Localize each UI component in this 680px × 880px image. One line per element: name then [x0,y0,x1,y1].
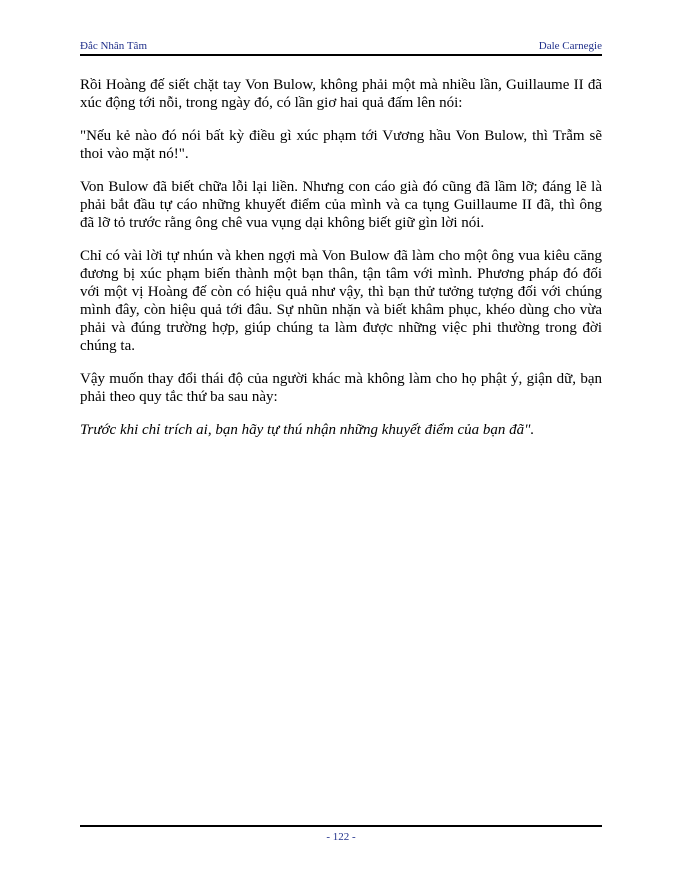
page-header [80,39,602,56]
paragraph: Rồi Hoàng đế siết chặt tay Von Bulow, không phải một mà nhiều lần, Guillaume II đã xúc động tới nỗi, trong ngày đó, có lần giơ hai quả đấm lên nói: [80,77,602,111]
paragraph-quote: "Nếu kẻ nào đó nói bất kỳ điều gì xúc phạm tới Vương hầu Von Bulow, thì Trẫm sẽ thoi vào mặt nó!". [80,128,602,162]
paragraph: Chỉ có vài lời tự nhún và khen ngợi mà Von Bulow đã làm cho một ông vua kiêu căng đương bị xúc phạm biến thành một bạn thân, tận tâm với mình. Phương pháp đó đối với một vị Hoàng đế còn có hiệu quả như vậy, thì bạn thử tưởng tượng đối với chúng mình đây, còn hiệu quả tới đâu. Sự nhũn nhặn và biết khâm phục, khéo dùng cho vừa phải và đúng trường hợp, giúp chúng ta làm được những việc phi thường trong đời chúng ta. [80,248,602,354]
paragraph: Vậy muốn thay đổi thái độ của người khác mà không làm cho họ phật ý, giận dữ, bạn phải theo quy tắc thứ ba sau này: [80,371,602,405]
author-name: Dale Carnegie [538,40,602,52]
paragraph: Von Bulow đã biết chữa lỗi lại liền. Nhưng con cáo già đó cũng đã lầm lỡ; đáng lẽ là phải bắt đầu tự cáo những khuyết điểm của mình và ca tụng Guillaume II đã, thì ông đã lỡ tỏ trước rằng ông chê vua vụng dại không biết giữ gìn lời nói. [80,179,602,231]
page-body [80,76,602,454]
page-number: - 122 - [326,831,356,843]
book-title: Đắc Nhân Tâm [80,40,147,52]
rule-statement: Trước khi chỉ trích ai, bạn hãy tự thú nhận những khuyết điểm của bạn đã". [80,422,535,438]
page-footer [80,825,602,843]
